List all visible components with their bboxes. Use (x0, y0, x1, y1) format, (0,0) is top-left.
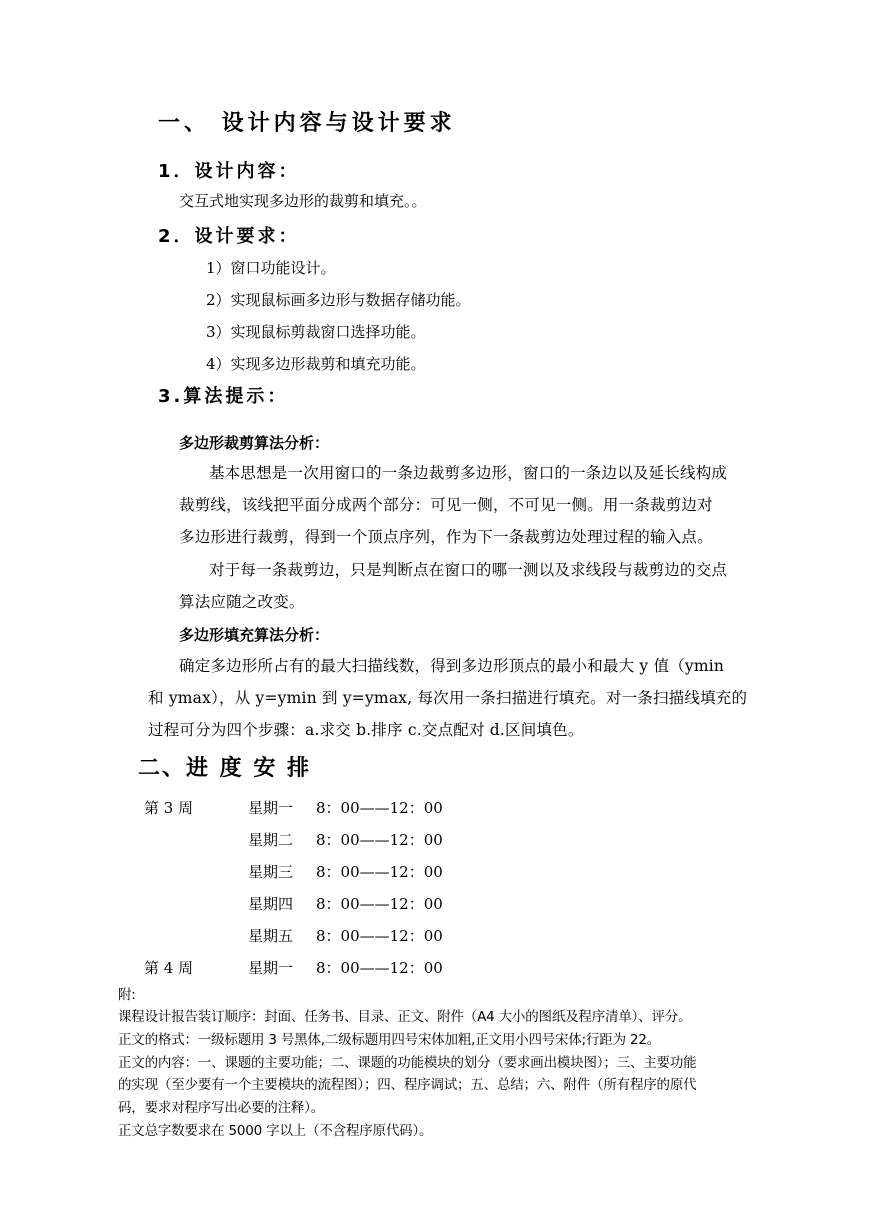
design-requirements-heading: 2．设计要求： (158, 226, 300, 247)
clip-paragraph-line: 对于每一条裁剪边，只是判断点在窗口的哪一测以及求线段与裁剪边的交点 (209, 561, 728, 579)
appendix-line: 课程设计报告装订顺序：封面、任务书、目录、正文、附件（A4 大小的图纸及程序清单）、评分。 (118, 1009, 692, 1025)
design-content-heading: 1．设计内容： (158, 161, 300, 182)
schedule-week: 第 3 周 (144, 799, 194, 817)
clip-algorithm-heading: 多边形裁剪算法分析： (179, 434, 330, 452)
schedule-time: 8：00——12：00 (316, 959, 443, 977)
requirement-item: 2）实现鼠标画多边形与数据存储功能。 (206, 291, 471, 309)
fill-algorithm-heading: 多边形填充算法分析： (179, 626, 330, 644)
appendix-line: 码，要求对程序写出必要的注释）。 (118, 1100, 325, 1116)
fill-paragraph-line: 过程可分为四个步骤：a.求交 b.排序 c.交点配对 d.区间填色。 (148, 721, 584, 739)
appendix-line: 正文的格式：一级标题用 3 号黑体,二级标题用四号宋体加粗,正文用小四号宋体;行距为 22。 (118, 1032, 661, 1048)
schedule-time: 8：00——12：00 (316, 895, 443, 913)
schedule-day: 星期三 (248, 863, 294, 881)
schedule-day: 星期五 (248, 927, 294, 945)
fill-paragraph-line: 和 ymax），从 y=ymin 到 y=ymax, 每次用一条扫描进行填充。对一条扫描线填充的 (148, 689, 748, 707)
clip-paragraph-line: 多边形进行裁剪，得到一个顶点序列，作为下一条裁剪边处理过程的输入点。 (179, 528, 713, 546)
requirement-item: 1）窗口功能设计。 (206, 259, 336, 277)
schedule-week: 第 4 周 (144, 959, 194, 977)
clip-paragraph-line: 裁剪线，该线把平面分成两个部分：可见一侧，不可见一侧。用一条裁剪边对 (179, 496, 713, 514)
algorithm-hints-heading: 3.算法提示： (158, 386, 289, 407)
schedule-time: 8：00——12：00 (316, 799, 443, 817)
appendix-line: 正文的内容：一、课题的主要功能；二、课题的功能模块的划分（要求画出模块图）；三、主要功能 (118, 1055, 697, 1071)
appendix-line: 正文总字数要求在 5000 字以上（不含程序原代码）。 (118, 1123, 433, 1139)
schedule-day: 星期二 (248, 831, 294, 849)
clip-paragraph-line: 算法应随之改变。 (179, 593, 305, 611)
design-content-text: 交互式地实现多边形的裁剪和填充。。 (179, 192, 427, 210)
fill-paragraph-line: 确定多边形所占有的最大扫描线数，得到多边形顶点的最小和最大 y 值（ymin (179, 657, 725, 675)
schedule-day: 星期四 (248, 895, 294, 913)
schedule-day: 星期一 (248, 799, 294, 817)
schedule-time: 8：00——12：00 (316, 927, 443, 945)
requirement-item: 3）实现鼠标剪裁窗口选择功能。 (206, 323, 426, 341)
schedule-day: 星期一 (248, 959, 294, 977)
requirement-item: 4）实现多边形裁剪和填充功能。 (206, 355, 426, 373)
appendix-label: 附: (118, 987, 136, 1003)
schedule-time: 8：00——12：00 (316, 863, 443, 881)
clip-paragraph-line: 基本思想是一次用窗口的一条边裁剪多边形，窗口的一条边以及延长线构成 (209, 464, 728, 482)
section1-title: 一、 设计内容与设计要求 (158, 111, 456, 136)
schedule-time: 8：00——12：00 (316, 831, 443, 849)
section2-title: 二、进 度 安 排 (138, 756, 311, 781)
appendix-line: 的实现（至少要有一个主要模块的流程图）；四、程序调试；五、总结；六、附件（所有程序的原代 (118, 1077, 697, 1093)
